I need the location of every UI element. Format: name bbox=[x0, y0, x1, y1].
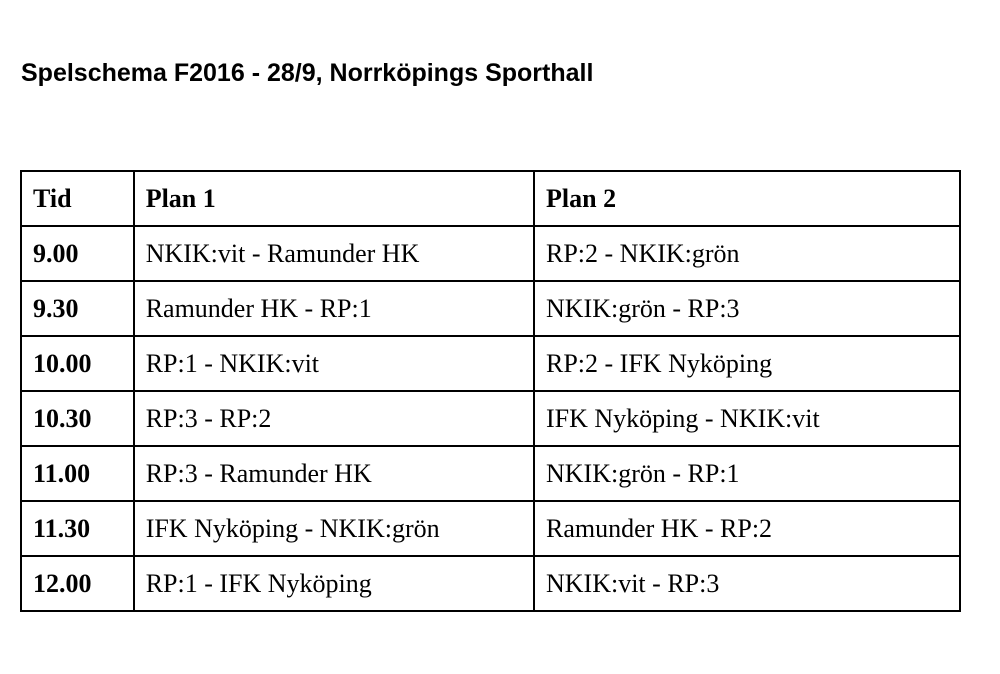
time-cell: 11.00 bbox=[21, 446, 134, 501]
plan-1-match-cell: RP:1 - IFK Nyköping bbox=[134, 556, 534, 611]
plan-2-match-cell: NKIK:vit - RP:3 bbox=[534, 556, 960, 611]
column-header-plan-2: Plan 2 bbox=[534, 171, 960, 226]
plan-2-match-cell: Ramunder HK - RP:2 bbox=[534, 501, 960, 556]
time-cell: 10.00 bbox=[21, 336, 134, 391]
table-row bbox=[21, 281, 960, 336]
plan-1-match-cell: Ramunder HK - RP:1 bbox=[134, 281, 534, 336]
table-row bbox=[21, 226, 960, 281]
plan-1-match-cell: RP:3 - Ramunder HK bbox=[134, 446, 534, 501]
plan-2-match-cell: NKIK:grön - RP:3 bbox=[534, 281, 960, 336]
plan-1-match-cell: IFK Nyköping - NKIK:grön bbox=[134, 501, 534, 556]
table-row bbox=[21, 501, 960, 556]
plan-2-match-cell: IFK Nyköping - NKIK:vit bbox=[534, 391, 960, 446]
plan-1-match-cell: RP:1 - NKIK:vit bbox=[134, 336, 534, 391]
table-row bbox=[21, 446, 960, 501]
plan-2-match-cell: RP:2 - IFK Nyköping bbox=[534, 336, 960, 391]
time-cell: 9.30 bbox=[21, 281, 134, 336]
column-header-plan-1: Plan 1 bbox=[134, 171, 534, 226]
table-row bbox=[21, 391, 960, 446]
plan-1-match-cell: NKIK:vit - Ramunder HK bbox=[134, 226, 534, 281]
time-cell: 10.30 bbox=[21, 391, 134, 446]
table-header-row bbox=[21, 171, 960, 226]
schedule-table bbox=[20, 170, 961, 612]
time-cell: 12.00 bbox=[21, 556, 134, 611]
plan-2-match-cell: NKIK:grön - RP:1 bbox=[534, 446, 960, 501]
table-row bbox=[21, 556, 960, 611]
plan-2-match-cell: RP:2 - NKIK:grön bbox=[534, 226, 960, 281]
column-header-time: Tid bbox=[21, 171, 134, 226]
time-cell: 9.00 bbox=[21, 226, 134, 281]
time-cell: 11.30 bbox=[21, 501, 134, 556]
table-row bbox=[21, 336, 960, 391]
page-title: Spelschema F2016 - 28/9, Norrköpings Sporthall bbox=[21, 59, 594, 87]
plan-1-match-cell: RP:3 - RP:2 bbox=[134, 391, 534, 446]
